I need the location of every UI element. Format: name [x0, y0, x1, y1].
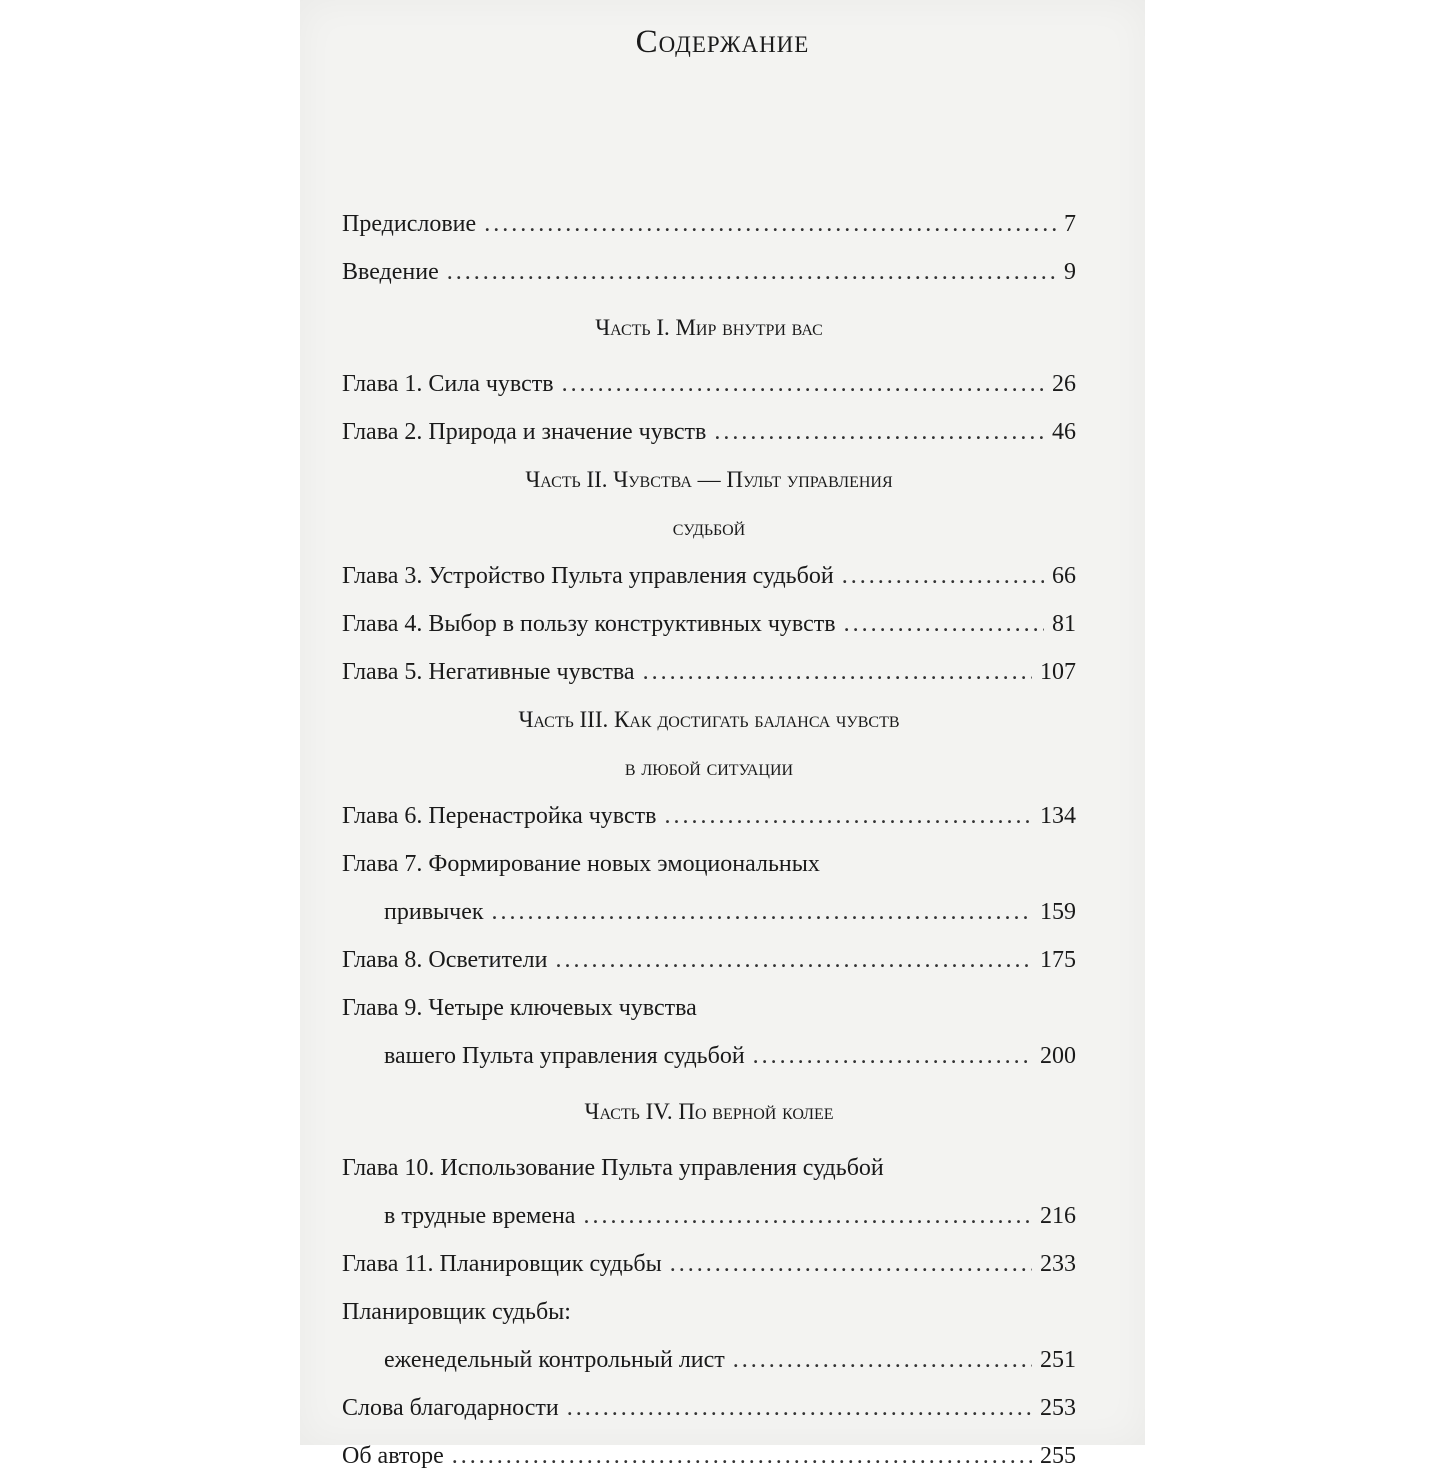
- toc-page-number: 81: [1052, 611, 1076, 637]
- toc-entry-chapter-1: [342, 360, 1076, 408]
- toc-page-number: 216: [1040, 1203, 1076, 1229]
- toc-page-number: 233: [1040, 1251, 1076, 1277]
- toc-part-heading-1: Часть I. Мир внутри вас: [595, 315, 823, 340]
- toc-leader-dots: [567, 1384, 1032, 1432]
- toc-page-number: 7: [1064, 211, 1076, 237]
- toc-leader-dots: [452, 1432, 1032, 1480]
- toc-page-number: 134: [1040, 803, 1076, 829]
- toc-entry-chapter-6: [342, 792, 1076, 840]
- toc-entry-label: Глава 1. Сила чувств: [342, 371, 554, 397]
- toc-entry-label: Глава 3. Устройство Пульта управления судьбой: [342, 563, 834, 589]
- toc-entry-label: Глава 6. Перенастройка чувств: [342, 803, 657, 829]
- toc-page-number: 66: [1052, 563, 1076, 589]
- toc-part-heading-line: в любой ситуации: [624, 755, 794, 780]
- toc-entry-thanks: [342, 1384, 1076, 1432]
- toc-leader-dots: [492, 888, 1032, 936]
- toc-page-number: 253: [1040, 1395, 1076, 1421]
- toc-entry-label: Глава 4. Выбор в пользу конструктивных чувств: [342, 611, 836, 637]
- toc-page-number: 46: [1052, 419, 1076, 445]
- toc-entry-chapter-7-line-1: Глава 7. Формирование новых эмоциональных: [342, 851, 820, 877]
- page-title: Содержание: [635, 24, 810, 60]
- toc-entry-chapter-10-line-1: Глава 10. Использование Пульта управления судьбой: [342, 1155, 884, 1181]
- toc-leader-dots: [643, 648, 1032, 696]
- toc-page-number: 9: [1064, 259, 1076, 285]
- toc-entry-label: в трудные времена: [384, 1203, 576, 1229]
- toc-entry-label: Глава 8. Осветители: [342, 947, 548, 973]
- toc-leader-dots: [670, 1240, 1032, 1288]
- toc-leader-dots: [484, 200, 1056, 248]
- toc-page-number: 200: [1040, 1043, 1076, 1069]
- toc-entry-chapter-2: [342, 408, 1076, 456]
- toc-page-number: 107: [1040, 659, 1076, 685]
- toc-leader-dots: [664, 792, 1032, 840]
- toc-entry-preface: [342, 200, 1076, 248]
- toc-page-number: 26: [1052, 371, 1076, 397]
- toc-leader-dots: [583, 1192, 1032, 1240]
- toc-entry-chapter-11: [342, 1240, 1076, 1288]
- toc-entry-chapter-7: [342, 888, 1076, 936]
- toc-entry-label: вашего Пульта управления судьбой: [384, 1043, 745, 1069]
- toc-page-number: 255: [1040, 1443, 1076, 1469]
- toc-entry-chapter-3: [342, 552, 1076, 600]
- toc-entry-label: еженедельный контрольный лист: [384, 1347, 725, 1373]
- toc-part-heading-3: [342, 696, 1076, 792]
- toc-entry-label: Введение: [342, 259, 439, 285]
- toc-leader-dots: [714, 408, 1044, 456]
- toc-part-heading-line: судьбой: [672, 515, 746, 540]
- toc-leader-dots: [556, 936, 1033, 984]
- toc-leader-dots: [842, 552, 1044, 600]
- toc-entry-label: Об авторе: [342, 1443, 444, 1469]
- toc-part-heading-2: [342, 456, 1076, 552]
- toc-entry-author: [342, 1432, 1076, 1480]
- toc-entry-chapter-5: [342, 648, 1076, 696]
- toc-entry-label: Глава 5. Негативные чувства: [342, 659, 635, 685]
- toc-entry-planner-line-1: Планировщик судьбы:: [342, 1299, 571, 1325]
- toc-part-heading-4: Часть IV. По верной колее: [584, 1099, 834, 1124]
- toc-leader-dots: [753, 1032, 1032, 1080]
- toc-part-heading-line: Часть II. Чувства — Пульт управления: [525, 467, 893, 492]
- toc-entry-label: Глава 2. Природа и значение чувств: [342, 419, 707, 445]
- toc-entry-label: Предисловие: [342, 211, 477, 237]
- toc-leader-dots: [447, 248, 1056, 296]
- toc-leader-dots: [844, 600, 1044, 648]
- toc-entry-chapter-4: [342, 600, 1076, 648]
- toc-leader-dots: [733, 1336, 1032, 1384]
- toc-part-heading-line: Часть III. Как достигать баланса чувств: [518, 707, 900, 732]
- toc-entry-chapter-9: [342, 1032, 1076, 1080]
- table-of-contents: [342, 200, 1076, 1480]
- toc-page-number: 251: [1040, 1347, 1076, 1373]
- toc-entry-planner: [342, 1336, 1076, 1384]
- toc-page-number: 175: [1040, 947, 1076, 973]
- toc-leader-dots: [562, 360, 1044, 408]
- toc-page-number: 159: [1040, 899, 1076, 925]
- toc-entry-label: Слова благодарности: [342, 1395, 559, 1421]
- toc-entry-chapter-8: [342, 936, 1076, 984]
- toc-entry-label: привычек: [384, 899, 484, 925]
- toc-entry-chapter-9-line-1: Глава 9. Четыре ключевых чувства: [342, 995, 697, 1021]
- toc-entry-intro: [342, 248, 1076, 296]
- toc-entry-label: Глава 11. Планировщик судьбы: [342, 1251, 662, 1277]
- book-page: [300, 0, 1145, 1469]
- toc-entry-chapter-10: [342, 1192, 1076, 1240]
